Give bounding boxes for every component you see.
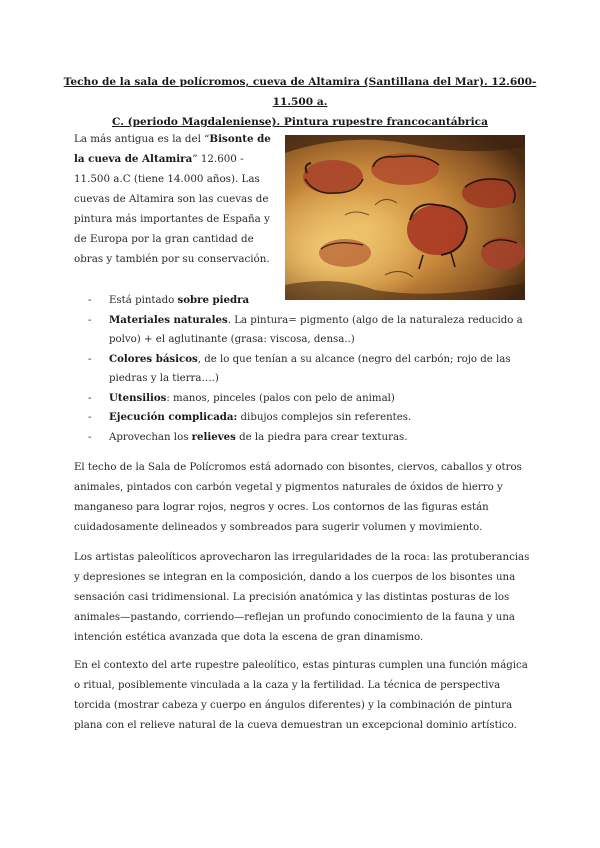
body-paragraph-2: Los artistas paleolíticos aprovecharon las irregularidades de la roca: las protuberancias y depresiones se integran en la composición, dando a los cuerpos de los bisontes una sensación casi tridimensional. La precisión anatómica y las distintas posturas de los animales—pastando, corriendo—reflejan un profundo conocimiento de la fauna y una intención estética avanzada que dota la escena de gran dinamismo. — [74, 552, 530, 643]
intro-bold-bison: Bisonte de la cueva de Altamira — [74, 133, 271, 165]
bullet-item — [88, 311, 548, 350]
bullet-text: dibujos complejos sin referentes. — [237, 412, 412, 423]
intro-text-2: ” 12.600 - 11.500 a.C (tiene 14.000 años). Las cuevas de Altamira son las cuevas de pintura más importantes de España y de Europa por la gran cantidad de obras y también por su conservación. — [74, 153, 270, 265]
title-line-2: C. (periodo Magdaleniense). Pintura rupestre francocantábrica — [112, 116, 488, 128]
bison-figure-lower-right — [481, 237, 525, 269]
bullet-bold: relieves — [191, 430, 236, 443]
bullet-item — [88, 291, 548, 311]
bullet-text: . La pintura= pigmento (algo de la naturaleza reducido a polvo) + el aglutinante (grasa: viscosa, densa..) — [109, 314, 523, 345]
bullet-bold: Materiales naturales — [109, 313, 228, 326]
body-paragraph-1: El techo de la Sala de Polícromos está adornado con bisontes, ciervos, caballos y otros animales, pintados con carbón vegetal y pigmentos naturales de óxidos de hierro y manganeso para lograr rojos, negros y ocres. Los contornos de las figuras están cuidadosamente delineados y sombreados para sugerir volumen y movimiento. — [74, 462, 522, 533]
bullet-item — [88, 389, 548, 409]
bullet-list — [88, 291, 548, 447]
bullet-marker: - — [88, 412, 92, 423]
bullet-bold: sobre piedra — [177, 294, 250, 306]
bullet-item — [88, 408, 548, 428]
intro-text-1: La más antigua es la del “ — [74, 133, 210, 145]
bullet-item — [88, 428, 548, 448]
bullet-bold: Utensilios — [109, 391, 167, 404]
document-title — [60, 72, 540, 132]
bison-figure-top — [371, 153, 439, 185]
bullet-marker: - — [88, 295, 92, 306]
altamira-bison-painting-image — [285, 135, 525, 300]
bullet-bold: Ejecución complicada: — [109, 411, 238, 423]
bullet-text: de la piedra para crear texturas. — [235, 431, 408, 443]
bullet-marker: - — [88, 431, 92, 443]
bison-figure-left — [303, 160, 363, 194]
bullet-text: , de lo que tenían a su alcance (negro del carbón; rojo de las piedras y la tierra….) — [109, 353, 511, 384]
bullet-item — [88, 350, 548, 389]
bullet-marker: - — [88, 392, 92, 404]
bullet-bold: Colores básicos — [109, 352, 198, 365]
bullet-text: : manos, pinceles (palos con pelo de animal) — [166, 392, 395, 404]
bison-figure-lower-left — [319, 239, 371, 267]
bullet-marker: - — [88, 314, 92, 326]
bison-figure-right — [462, 178, 518, 208]
bullet-text: Está pintado — [109, 295, 178, 306]
intro-paragraph — [74, 129, 274, 269]
body-paragraph-3: En el contexto del arte rupestre paleolítico, estas pinturas cumplen una función mágica o ritual, posiblemente vinculada a la caza y la fertilidad. La técnica de perspectiva torcida (mostrar cabeza y cuerpo en ángulos diferentes) y la combinación de pintura plana con el relieve natural de la cueva demuestran un excepcional dominio artístico. — [74, 660, 528, 731]
bullet-text: Aprovechan los — [109, 431, 192, 443]
bullet-marker: - — [88, 353, 92, 365]
title-line-1: Techo de la sala de polícromos, cueva de Altamira (Santillana del Mar). 12.600-11.500 a. — [63, 76, 537, 108]
